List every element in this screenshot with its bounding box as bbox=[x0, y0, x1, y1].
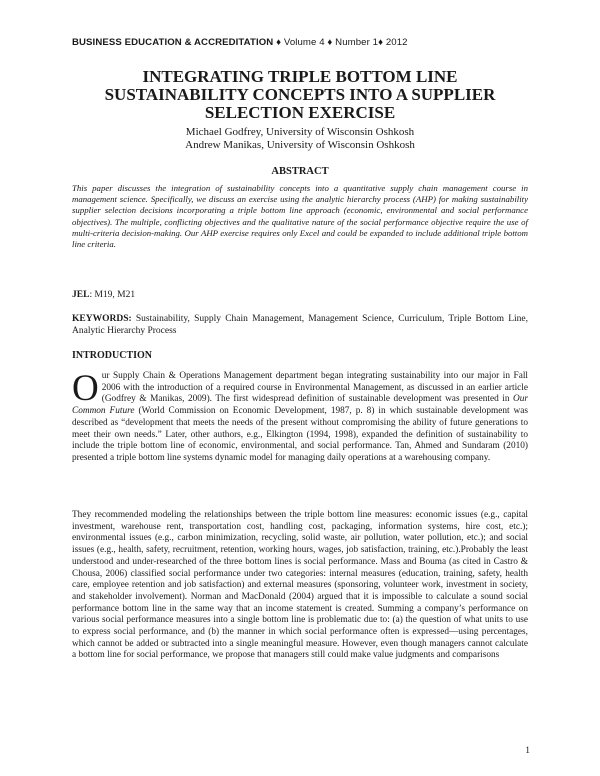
author-line: Andrew Manikas, University of Wisconsin Oshkosh bbox=[185, 139, 415, 151]
page-number: 1 bbox=[525, 746, 530, 756]
keywords-value: Sustainability, Supply Chain Management, Management Science, Curriculum, Triple Bottom Line, Analytic Hierarchy Process bbox=[72, 314, 528, 336]
jel-codes bbox=[72, 290, 528, 300]
abstract-text: This paper discusses the integration of sustainability concepts into a quantitative supply chain management course in management science. Specifically, we discuss an exercise using the analytic hierarchy process (AHP) for making sustainability supplier selection decisions incorporating a triple bottom line approach (economic, environmental and social performance objectives). The multiple, conflicting objectives and the qualitative nature of the social performance objective require the use of multi-criteria decision-making. Our AHP exercise requires only Excel and could be expanded to include additional triple bottom line criteria. bbox=[72, 183, 528, 250]
keywords-label: KEYWORDS: bbox=[72, 314, 132, 324]
title-line: INTEGRATING TRIPLE BOTTOM LINE bbox=[142, 67, 458, 86]
intro-p1-text-cont: (World Commission on Economic Development, 1987, p. 8) in which sustainable development was described as “development that meets the needs of the present without compromising the ability of future generations to meet their own needs.” Later, other authors, e.g., Elkington (1994, 1998), expanded the definition of sustainability to include the triple bottom line of economic, environmental, and social performance. Tan, Ahmed and Sundaram (2010) presented a triple bottom line systems dynamic model for managing daily operations at a warehousing company. bbox=[72, 406, 528, 463]
intro-paragraph-1 bbox=[72, 368, 528, 465]
keywords bbox=[72, 313, 528, 337]
running-head bbox=[72, 37, 532, 48]
intro-p1-text: ur Supply Chain & Operations Management department began integrating sustainability into our major in Fall 2006 with the introduction of a required course in Environmental Management, as discussed in an earlier article (Godfrey & Manikas, 2009). The first widespread definition of sustainable development was presented in bbox=[101, 371, 528, 405]
jel-value: : M19, M21 bbox=[89, 290, 136, 300]
book-title: Our Common Future bbox=[72, 394, 528, 417]
drop-cap: O bbox=[72, 368, 99, 409]
journal-name: BUSINESS EDUCATION & ACCREDITATION bbox=[72, 37, 274, 48]
author-line: Michael Godfrey, University of Wisconsin Oshkosh bbox=[185, 126, 415, 138]
title-line: SUSTAINABILITY CONCEPTS INTO A SUPPLIER bbox=[104, 85, 496, 104]
intro-paragraph-2: They recommended modeling the relationships between the triple bottom line measures: economic issues (e.g., capital investment, warehouse rent, transportation cost, handling cost, packaging, information systems, hire cost, etc.); environmental issues (e.g., carbon minimization, recycling, solid waste, air pollution, water pollution, etc.); and social issues (e.g., health, safety, recruitment, retention, working hours, wages, job satisfaction, training, etc.).Probably the least understood and under-researched of the three bottom lines is social performance. Mass and Bouma (as cited in Castro & Chousa, 2006) classified social performance under two categories: internal measures (education, training, safety, health care, employee retention and job satisfaction) and external measures (sponsoring, volunteer work, investment in society, and stakeholder involvement). Norman and MacDonald (2004) argued that it is impossible to calculate a sound social performance bottom line in the same way that an income statement is created. Summing a company’s performance on various social performance measures into a single bottom line is problematic due to: (a) the question of what units to use to express social performance, and (b) the manner in which social performance often is expressed—using percentages, which cannot be added or subtracted into a single meaningful measure. However, even though managers cannot calculate a bottom line for social performance, we propose that managers still could make value judgments and comparisons bbox=[72, 510, 528, 661]
paper-title bbox=[60, 68, 540, 122]
jel-label: JEL bbox=[72, 290, 90, 300]
authors bbox=[60, 126, 540, 152]
abstract-heading: ABSTRACT bbox=[271, 166, 329, 177]
issue-info: ♦ Volume 4 ♦ Number 1♦ 2012 bbox=[276, 37, 408, 48]
introduction-heading: INTRODUCTION bbox=[72, 350, 153, 361]
title-line: SELECTION EXERCISE bbox=[204, 103, 396, 122]
